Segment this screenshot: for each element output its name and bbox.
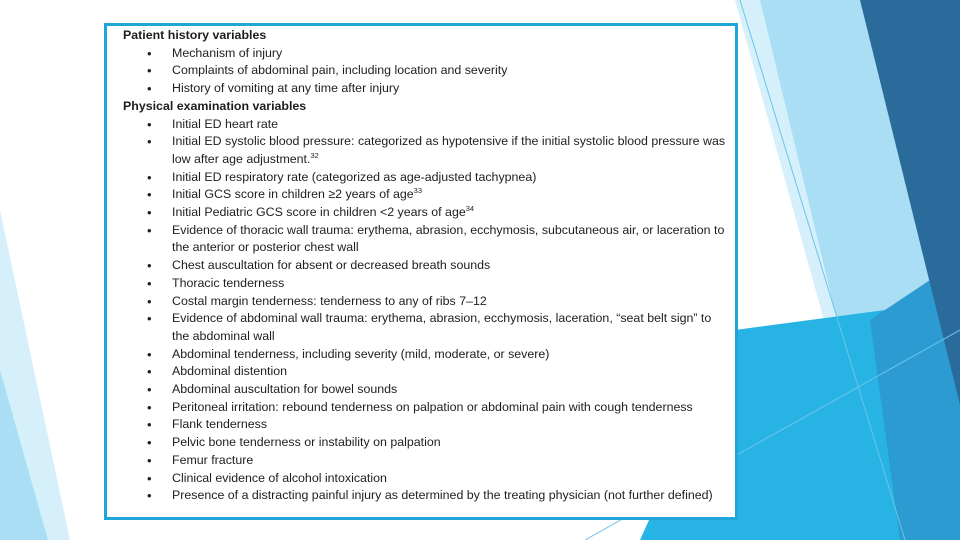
list-item-text: Initial ED systolic blood pressure: categorized as hypotensive if the initial systolic blood pressure was low after age adjustment. bbox=[172, 134, 726, 166]
list-item-text: Pelvic bone tenderness or instability on palpation bbox=[172, 435, 441, 450]
list-item bbox=[123, 434, 727, 452]
list-item-text: Femur fracture bbox=[172, 452, 254, 467]
reference-superscript: 32 bbox=[310, 150, 319, 160]
list-item-text: Clinical evidence of alcohol intoxication bbox=[172, 470, 387, 485]
list-item-text: Presence of a distracting painful injury as determined by the treating physician (not further defined) bbox=[172, 488, 713, 503]
document-content bbox=[123, 27, 727, 505]
list-item bbox=[123, 169, 727, 187]
list-item bbox=[123, 346, 727, 364]
list-item-text: Evidence of abdominal wall trauma: erythema, abrasion, ecchymosis, laceration, “seat belt sign” to the abdominal wall bbox=[172, 311, 712, 343]
list-item-text: Peritoneal irritation: rebound tenderness on palpation or abdominal pain with cough tenderness bbox=[172, 399, 693, 414]
list-item-text: Complaints of abdominal pain, including location and severity bbox=[172, 63, 508, 78]
list-item-text: Flank tenderness bbox=[172, 417, 268, 432]
list-item bbox=[123, 62, 727, 80]
variable-list bbox=[123, 116, 727, 505]
list-item-text: Evidence of thoracic wall trauma: erythema, abrasion, ecchymosis, subcutaneous air, or laceration to the anterior or posterior chest wall bbox=[172, 222, 725, 255]
list-item-text: Abdominal tenderness, including severity (mild, moderate, or severe) bbox=[172, 346, 550, 361]
reference-superscript: 33 bbox=[413, 186, 422, 196]
list-item-text: Abdominal auscultation for bowel sounds bbox=[172, 382, 398, 397]
list-item-text: Abdominal distention bbox=[172, 364, 288, 379]
list-item bbox=[123, 116, 727, 134]
list-item bbox=[123, 275, 727, 293]
list-item bbox=[123, 470, 727, 488]
list-item-text: History of vomiting at any time after injury bbox=[172, 81, 400, 96]
list-item bbox=[123, 222, 727, 257]
list-item bbox=[123, 399, 727, 417]
list-item bbox=[123, 363, 727, 381]
list-item bbox=[123, 257, 727, 275]
list-item-text: Initial GCS score in children ≥2 years of age bbox=[172, 187, 414, 202]
list-item bbox=[123, 293, 727, 311]
list-item bbox=[123, 487, 727, 505]
list-item bbox=[123, 204, 727, 222]
section-heading: Patient history variables bbox=[123, 28, 267, 42]
list-item bbox=[123, 186, 727, 204]
section-heading: Physical examination variables bbox=[123, 98, 307, 113]
list-item-text: Mechanism of injury bbox=[172, 45, 283, 60]
list-item-text: Chest auscultation for absent or decreased breath sounds bbox=[172, 258, 491, 273]
reference-superscript: 34 bbox=[465, 204, 475, 214]
list-item bbox=[123, 310, 727, 345]
list-item-text: Thoracic tenderness bbox=[172, 275, 285, 290]
document-frame bbox=[104, 23, 738, 520]
list-item bbox=[123, 452, 727, 470]
list-item-text: Initial ED heart rate bbox=[172, 116, 279, 131]
list-item bbox=[123, 45, 727, 63]
list-item bbox=[123, 381, 727, 399]
variable-list bbox=[123, 45, 727, 98]
list-item bbox=[123, 80, 727, 98]
list-item-text: Initial ED respiratory rate (categorized as age-adjusted tachypnea) bbox=[172, 169, 537, 184]
list-item bbox=[123, 133, 727, 168]
list-item-text: Initial Pediatric GCS score in children <2 years of age bbox=[172, 205, 466, 220]
list-item bbox=[123, 416, 727, 434]
list-item-text: Costal margin tenderness: tenderness to any of ribs 7–12 bbox=[172, 293, 487, 308]
